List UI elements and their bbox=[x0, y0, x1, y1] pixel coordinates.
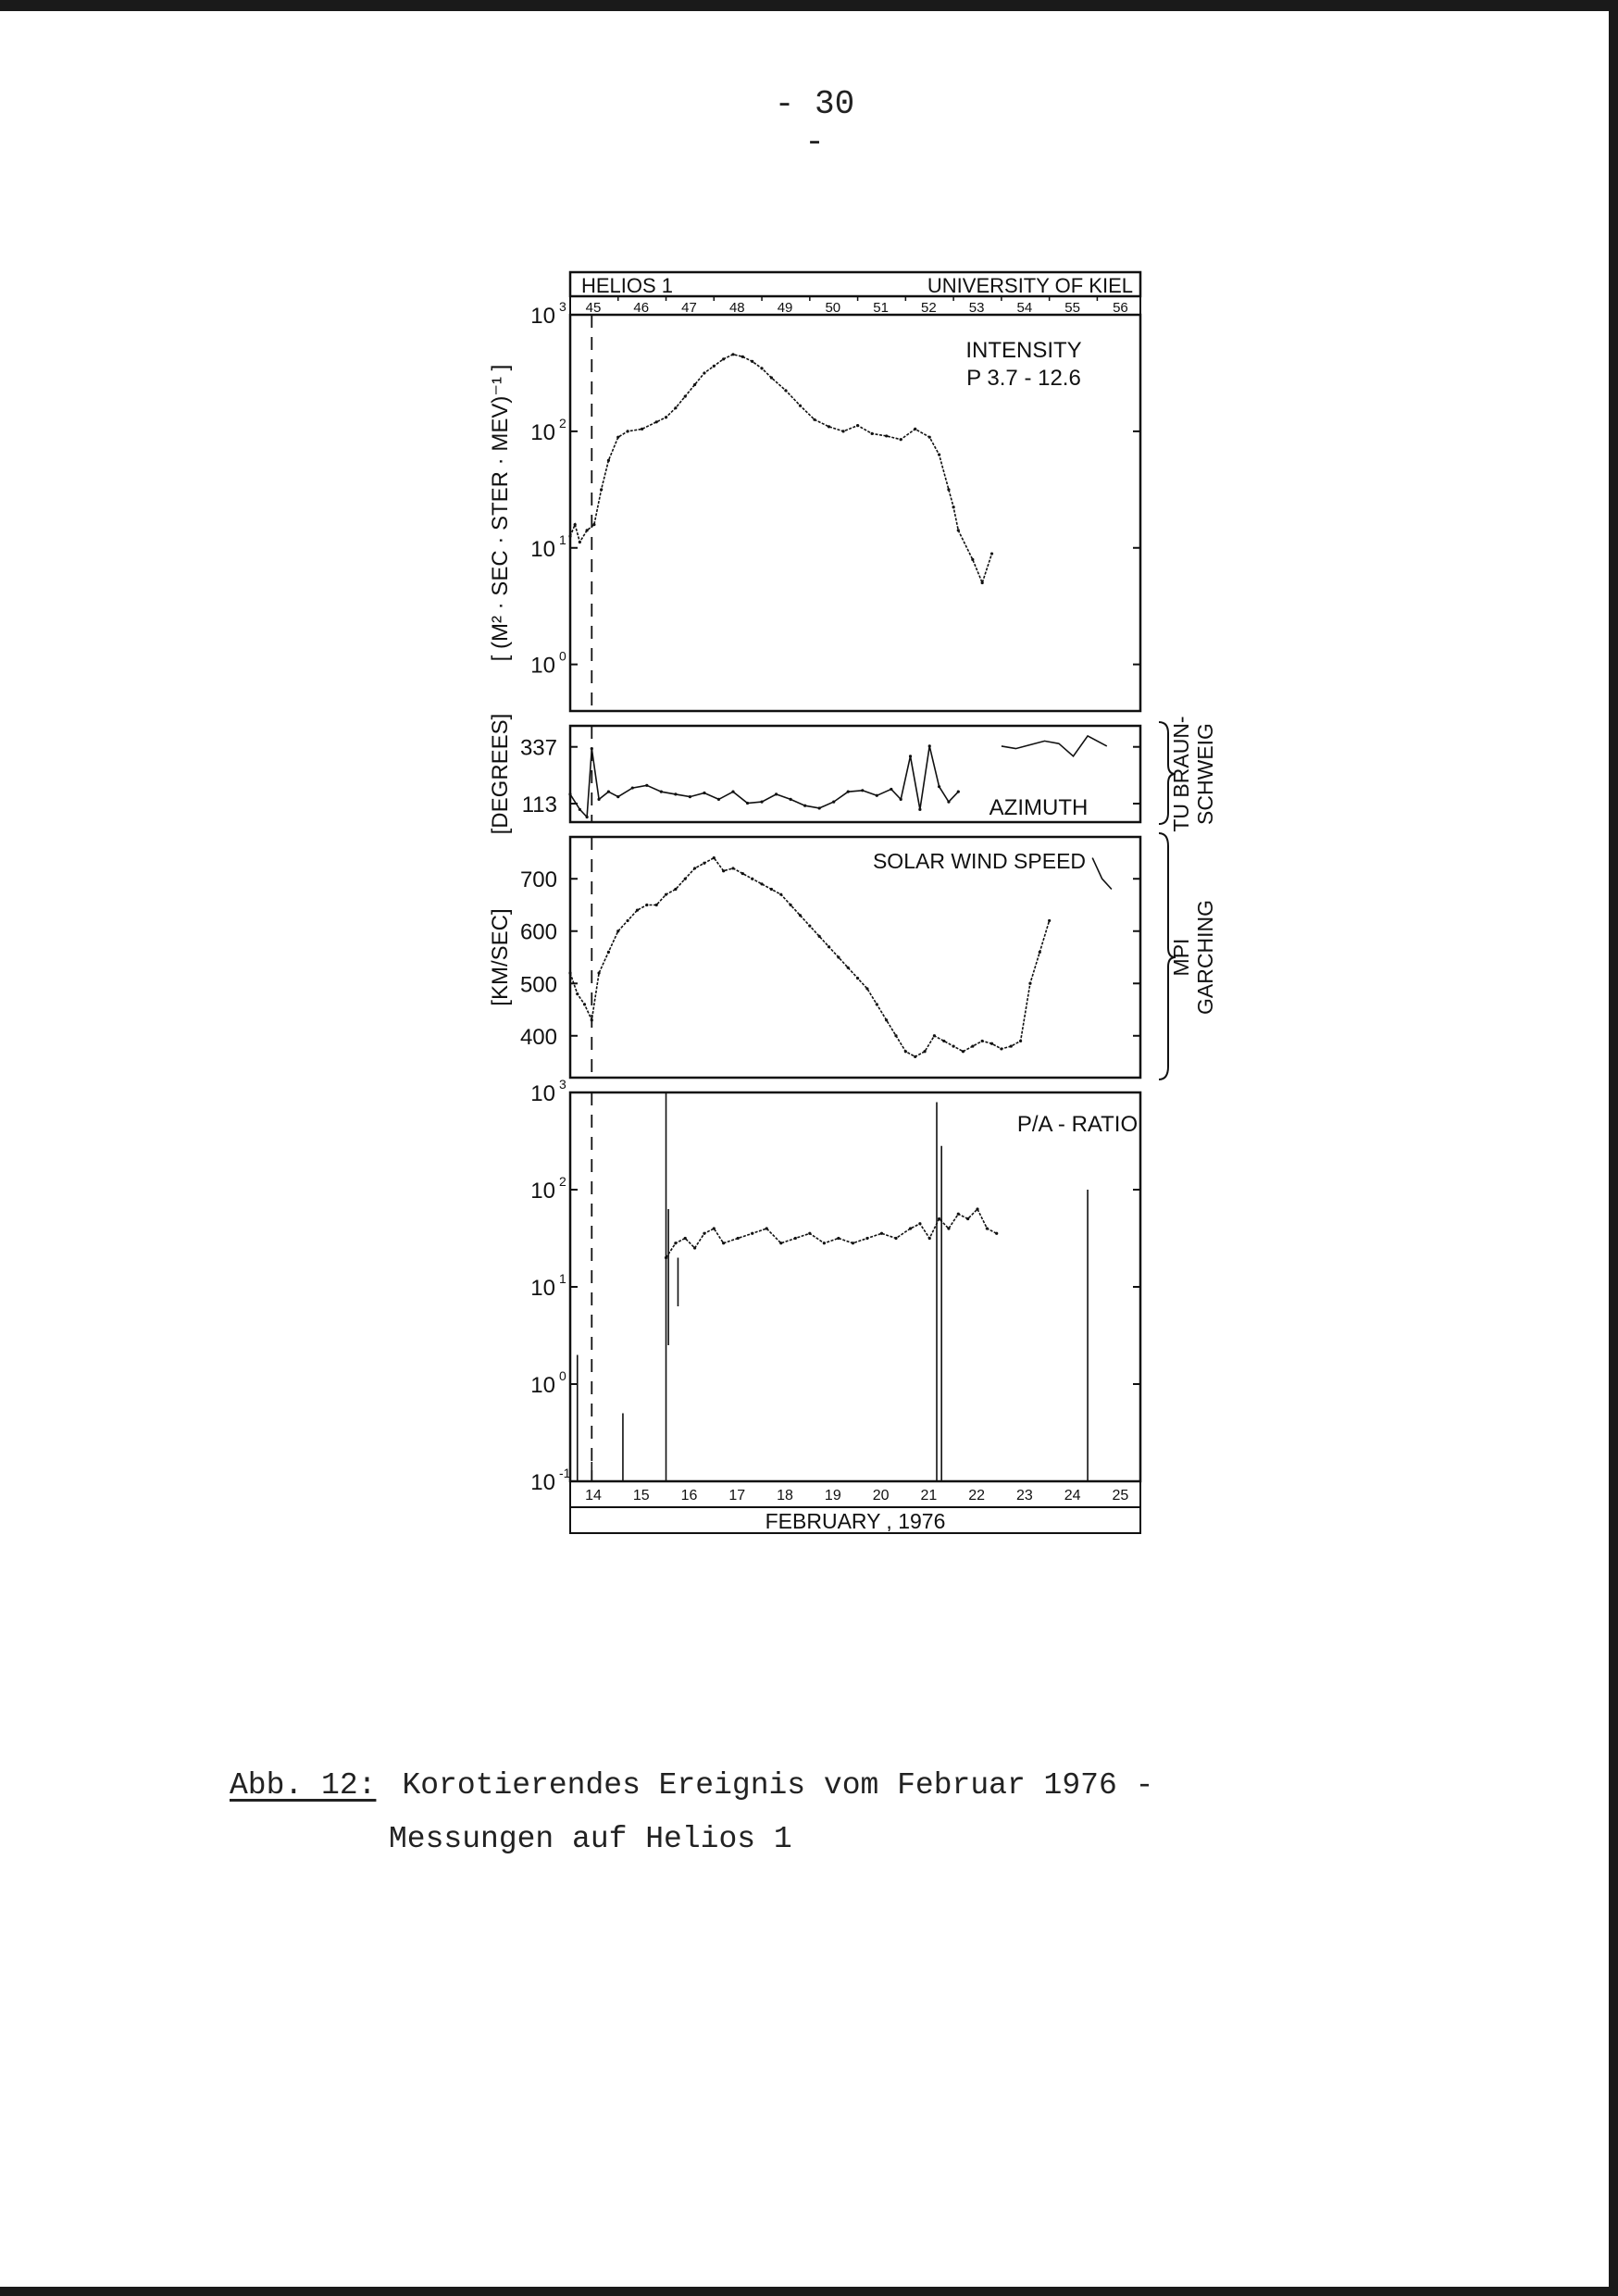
azimuth-point bbox=[674, 792, 677, 795]
solar_wind-point bbox=[818, 935, 821, 938]
azimuth-point bbox=[731, 791, 734, 793]
pa_ratio-point bbox=[693, 1246, 696, 1249]
solar_wind-ylabel: [KM/SEC] bbox=[488, 908, 513, 1006]
solar-wind-title: SOLAR WIND SPEED bbox=[872, 849, 1087, 873]
solar_wind-point bbox=[847, 967, 850, 969]
intensity-point bbox=[592, 523, 595, 526]
solar_wind-point bbox=[885, 1018, 888, 1021]
intensity-point bbox=[607, 459, 610, 462]
date-label: 25 bbox=[1112, 1488, 1129, 1504]
doy-label: 49 bbox=[777, 300, 793, 316]
intensity-point bbox=[952, 505, 955, 508]
pa_ratio-point bbox=[976, 1207, 978, 1210]
azimuth-point bbox=[790, 798, 792, 801]
caption-line2: Messungen auf Helios 1 bbox=[389, 1822, 792, 1856]
solar_wind-point bbox=[583, 1003, 586, 1005]
azimuth-point bbox=[861, 789, 864, 792]
azimuth-ylabel: [DEGREES] bbox=[488, 713, 513, 835]
date-label: 18 bbox=[777, 1488, 793, 1504]
azimuth-point bbox=[746, 802, 749, 805]
solar_wind-ytick-label: 500 bbox=[519, 972, 557, 998]
intensity-point bbox=[760, 367, 763, 369]
intensity-point bbox=[703, 371, 705, 374]
pa-ratio-title: P/A - RATIO bbox=[1016, 1112, 1139, 1137]
solar_wind-point bbox=[731, 867, 734, 869]
azimuth-point bbox=[586, 816, 589, 818]
doy-label: 45 bbox=[585, 300, 602, 316]
solar_wind-point bbox=[808, 924, 811, 927]
intensity-point bbox=[674, 406, 677, 409]
solar_wind-point bbox=[981, 1040, 984, 1042]
azimuth-point bbox=[909, 755, 912, 757]
azimuth-point bbox=[568, 792, 571, 795]
solar_wind-point bbox=[597, 971, 600, 974]
intensity-point bbox=[947, 488, 950, 491]
azimuth-point bbox=[597, 798, 600, 801]
solar_wind-point bbox=[1019, 1040, 1022, 1042]
intensity-point bbox=[751, 360, 753, 363]
azimuth-point bbox=[591, 747, 593, 750]
intensity-point bbox=[871, 432, 874, 435]
pa_ratio-point bbox=[779, 1242, 782, 1244]
intensity-point bbox=[641, 428, 643, 430]
solar_wind-point bbox=[645, 904, 648, 906]
intensity-point bbox=[684, 395, 687, 398]
intensity-point bbox=[813, 418, 815, 421]
solar_wind-point bbox=[865, 987, 868, 990]
intensity-point bbox=[586, 529, 589, 531]
date-label: 14 bbox=[585, 1488, 602, 1504]
pa_ratio-point bbox=[751, 1232, 753, 1235]
solar_wind-point bbox=[741, 872, 744, 875]
solar_wind-ytick-label: 400 bbox=[519, 1024, 557, 1050]
intensity-point bbox=[971, 558, 974, 561]
pa_ratio-point bbox=[986, 1227, 989, 1229]
solar_wind-point bbox=[703, 862, 705, 865]
solar_wind-point bbox=[942, 1040, 945, 1042]
pa_ratio-point bbox=[794, 1237, 797, 1240]
solar_wind-point bbox=[713, 856, 716, 859]
azimuth-ytick-label: 337 bbox=[519, 735, 557, 761]
pa_ratio-ytick-exponent: -1 bbox=[559, 1466, 571, 1480]
mpi-label-line2: GARCHING bbox=[1193, 900, 1218, 1015]
azimuth-point bbox=[660, 791, 663, 793]
azimuth-point bbox=[876, 794, 878, 797]
solar_wind-point bbox=[576, 992, 579, 995]
intensity-subtitle: P 3.7 - 12.6 bbox=[966, 366, 1081, 391]
pa_ratio-point bbox=[966, 1217, 969, 1220]
intensity-point bbox=[990, 552, 993, 555]
solar_wind-point bbox=[722, 869, 725, 872]
intensity-ytick-label: 10 bbox=[530, 304, 555, 329]
solar_wind-point bbox=[779, 893, 782, 896]
doy-label: 54 bbox=[1016, 300, 1033, 316]
pa_ratio-point bbox=[957, 1213, 960, 1216]
solar_wind-point bbox=[1039, 951, 1041, 954]
doy-strip bbox=[570, 296, 1140, 315]
page-number: - 30 - bbox=[774, 85, 855, 161]
doy-label: 55 bbox=[1064, 300, 1080, 316]
pa_ratio-point bbox=[823, 1242, 826, 1244]
doy-label: 46 bbox=[633, 300, 650, 316]
solar_wind-point bbox=[799, 914, 802, 917]
solar_wind-series bbox=[570, 858, 1050, 1057]
solar_wind-point bbox=[627, 919, 629, 922]
doy-label: 53 bbox=[968, 300, 985, 316]
intensity-point bbox=[938, 453, 940, 455]
intensity-ytick-exponent: 2 bbox=[559, 415, 566, 430]
doy-label: 47 bbox=[681, 300, 697, 316]
date-label: 16 bbox=[680, 1488, 698, 1504]
date-label: 24 bbox=[1064, 1488, 1081, 1504]
intensity-point bbox=[828, 425, 830, 428]
solar_wind-point bbox=[828, 945, 830, 948]
azimuth-point bbox=[938, 785, 940, 788]
intensity-point bbox=[928, 436, 931, 439]
intensity-ytick-exponent: 3 bbox=[559, 299, 566, 314]
intensity-point bbox=[770, 376, 773, 379]
solar_wind-frame bbox=[570, 837, 1140, 1078]
azimuth-series bbox=[570, 746, 958, 817]
pa_ratio-ytick-label: 10 bbox=[530, 1179, 555, 1204]
solar_wind-point bbox=[591, 1018, 593, 1021]
date-label: 21 bbox=[920, 1488, 938, 1504]
intensity-ylabel: [ (M² · SEC · STER · MEV)⁻¹ ] bbox=[488, 364, 513, 662]
intensity-ytick-label: 10 bbox=[530, 653, 555, 679]
intensity-point bbox=[713, 365, 716, 368]
pa_ratio-point bbox=[684, 1237, 687, 1240]
intensity-title: INTENSITY bbox=[965, 338, 1082, 363]
solar_wind-point bbox=[990, 1042, 993, 1045]
intensity-point bbox=[627, 430, 629, 432]
solar_wind-point bbox=[655, 904, 658, 906]
pa_ratio-point bbox=[909, 1227, 912, 1229]
solar_wind-point bbox=[894, 1034, 897, 1037]
intensity-point bbox=[784, 389, 787, 392]
doy-label: 52 bbox=[921, 300, 937, 316]
pa_ratio-ytick-label: 10 bbox=[530, 1470, 555, 1495]
intensity-point bbox=[616, 436, 619, 439]
caption-label: Abb. 12: bbox=[230, 1768, 377, 1803]
solar_wind-point bbox=[837, 955, 840, 958]
solar_wind-ytick-label: 700 bbox=[519, 867, 557, 893]
azimuth-title: AZIMUTH bbox=[989, 795, 1089, 820]
solar_wind-point bbox=[933, 1034, 936, 1037]
solar_wind-point bbox=[665, 893, 667, 896]
pa_ratio-point bbox=[737, 1237, 740, 1240]
tu-label-line2: SCHWEIG bbox=[1193, 723, 1218, 825]
solar_wind-point bbox=[856, 977, 859, 980]
intensity-ytick-exponent: 1 bbox=[559, 531, 566, 547]
solar_wind-point bbox=[684, 878, 687, 880]
intensity-point bbox=[799, 405, 802, 407]
intensity-point bbox=[579, 541, 581, 543]
pa_ratio-point bbox=[713, 1227, 716, 1229]
pa_ratio-point bbox=[765, 1227, 768, 1229]
azimuth-point bbox=[957, 791, 960, 793]
pa_ratio-point bbox=[880, 1232, 883, 1235]
pa_ratio-ytick-label: 10 bbox=[530, 1081, 555, 1106]
azimuth-point bbox=[689, 795, 691, 798]
pa_ratio-point bbox=[865, 1237, 868, 1240]
solar_wind-point bbox=[952, 1044, 955, 1047]
azimuth-point bbox=[579, 808, 581, 811]
solar_wind-point bbox=[914, 1055, 916, 1058]
intensity-ytick-exponent: 0 bbox=[559, 648, 566, 664]
header-right-label: UNIVERSITY OF KIEL bbox=[927, 274, 1133, 297]
intensity-point bbox=[885, 434, 888, 437]
azimuth-point bbox=[775, 792, 778, 795]
pa_ratio-ytick-exponent: 1 bbox=[559, 1271, 566, 1286]
azimuth-point bbox=[928, 744, 931, 747]
header-left-label: HELIOS 1 bbox=[581, 274, 674, 297]
azimuth-point bbox=[890, 788, 892, 791]
solar_wind-point bbox=[971, 1044, 974, 1047]
doy-label: 56 bbox=[1113, 300, 1128, 316]
solar_wind-point bbox=[751, 878, 753, 880]
intensity-point bbox=[741, 356, 744, 358]
solar_wind-point bbox=[568, 971, 571, 974]
date-label: 15 bbox=[632, 1488, 650, 1504]
caption-line1: Korotierendes Ereignis vom Februar 1976 - bbox=[402, 1768, 1154, 1803]
date-label: 23 bbox=[1015, 1488, 1033, 1504]
intensity-point bbox=[841, 430, 844, 432]
intensity-point bbox=[568, 535, 571, 538]
intensity-point bbox=[655, 420, 658, 423]
date-label: 20 bbox=[872, 1488, 890, 1504]
pa_ratio-point bbox=[947, 1227, 950, 1229]
solar_wind-point bbox=[607, 951, 610, 954]
azimuth-point bbox=[900, 798, 902, 801]
intensity-ytick-label: 10 bbox=[530, 419, 555, 445]
azimuth-point bbox=[760, 801, 763, 804]
pa_ratio-series bbox=[666, 1209, 997, 1258]
solar_wind-ytick-label: 600 bbox=[519, 919, 557, 945]
intensity-point bbox=[600, 488, 603, 491]
solar_wind-point bbox=[923, 1050, 926, 1053]
solar_wind-point bbox=[616, 930, 619, 932]
solar_wind-point bbox=[1028, 982, 1031, 985]
doy-label: 51 bbox=[873, 300, 889, 316]
pa_ratio-ytick-label: 10 bbox=[530, 1373, 555, 1398]
pa_ratio-ytick-label: 10 bbox=[530, 1276, 555, 1301]
intensity-point bbox=[665, 416, 667, 418]
date-label: 22 bbox=[968, 1488, 986, 1504]
date-label: 19 bbox=[824, 1488, 841, 1504]
solar_wind-point bbox=[962, 1050, 965, 1053]
azimuth-point bbox=[803, 805, 806, 807]
azimuth-point bbox=[918, 808, 921, 811]
solar_wind-point bbox=[1048, 919, 1051, 922]
solar_wind-point bbox=[636, 909, 639, 912]
pa_ratio-ytick-exponent: 2 bbox=[559, 1174, 566, 1189]
solar_wind-point bbox=[674, 888, 677, 891]
pa_ratio-point bbox=[918, 1222, 921, 1225]
solar_wind-point bbox=[770, 888, 773, 891]
azimuth-ytick-label: 113 bbox=[521, 792, 557, 818]
pa_ratio-point bbox=[703, 1232, 705, 1235]
azimuth-point bbox=[645, 784, 648, 787]
intensity-ytick-label: 10 bbox=[530, 536, 555, 562]
doy-label: 48 bbox=[728, 300, 745, 316]
intensity-point bbox=[957, 529, 960, 531]
pa_ratio-point bbox=[852, 1242, 854, 1244]
azimuth-point bbox=[818, 806, 821, 809]
pa_ratio-point bbox=[894, 1237, 897, 1240]
mpi-label-line1: MPI bbox=[1169, 938, 1194, 977]
pa_ratio-ytick-exponent: 0 bbox=[559, 1368, 566, 1383]
azimuth-point bbox=[832, 801, 835, 804]
azimuth-point bbox=[631, 786, 634, 789]
solar_wind-point bbox=[1000, 1047, 1002, 1050]
date-strip bbox=[570, 1481, 1140, 1507]
azimuth-point bbox=[616, 795, 619, 798]
tu-label-line1: TU BRAUN- bbox=[1169, 716, 1194, 832]
solar_wind-point bbox=[876, 1003, 878, 1005]
azimuth-point bbox=[703, 792, 705, 794]
pa_ratio-point bbox=[938, 1217, 940, 1220]
solar_wind-point bbox=[904, 1050, 907, 1053]
azimuth-series-segment bbox=[1002, 736, 1107, 756]
figure-caption bbox=[230, 1759, 1153, 1866]
azimuth-point bbox=[717, 798, 720, 801]
solar_wind-point bbox=[693, 867, 696, 869]
solar_wind-point bbox=[1010, 1044, 1013, 1047]
solar_wind-point bbox=[760, 882, 763, 885]
pa_ratio-point bbox=[808, 1232, 811, 1235]
intensity-point bbox=[731, 353, 734, 356]
pa_ratio-point bbox=[674, 1242, 677, 1244]
solar_wind-series-segment bbox=[1092, 858, 1112, 890]
pa_ratio-frame bbox=[570, 1092, 1140, 1481]
date-label: 17 bbox=[728, 1488, 746, 1504]
intensity-point bbox=[914, 428, 916, 430]
pa_ratio-point bbox=[837, 1237, 840, 1240]
intensity-point bbox=[722, 357, 725, 360]
intensity-point bbox=[574, 523, 577, 526]
azimuth-point bbox=[947, 801, 950, 804]
pa_ratio-point bbox=[995, 1232, 998, 1235]
azimuth-point bbox=[847, 791, 850, 793]
pa_ratio-ytick-exponent: 3 bbox=[559, 1077, 566, 1092]
x-axis-label: FEBRUARY , 1976 bbox=[765, 1509, 946, 1533]
intensity-point bbox=[900, 438, 902, 441]
intensity-series bbox=[570, 355, 992, 583]
doy-label: 50 bbox=[825, 300, 841, 316]
intensity-point bbox=[693, 383, 696, 386]
pa_ratio-point bbox=[722, 1242, 725, 1244]
intensity-point bbox=[856, 424, 859, 427]
intensity-point bbox=[981, 581, 984, 584]
azimuth-point bbox=[607, 791, 610, 793]
pa_ratio-point bbox=[928, 1237, 931, 1240]
solar_wind-point bbox=[790, 904, 792, 906]
